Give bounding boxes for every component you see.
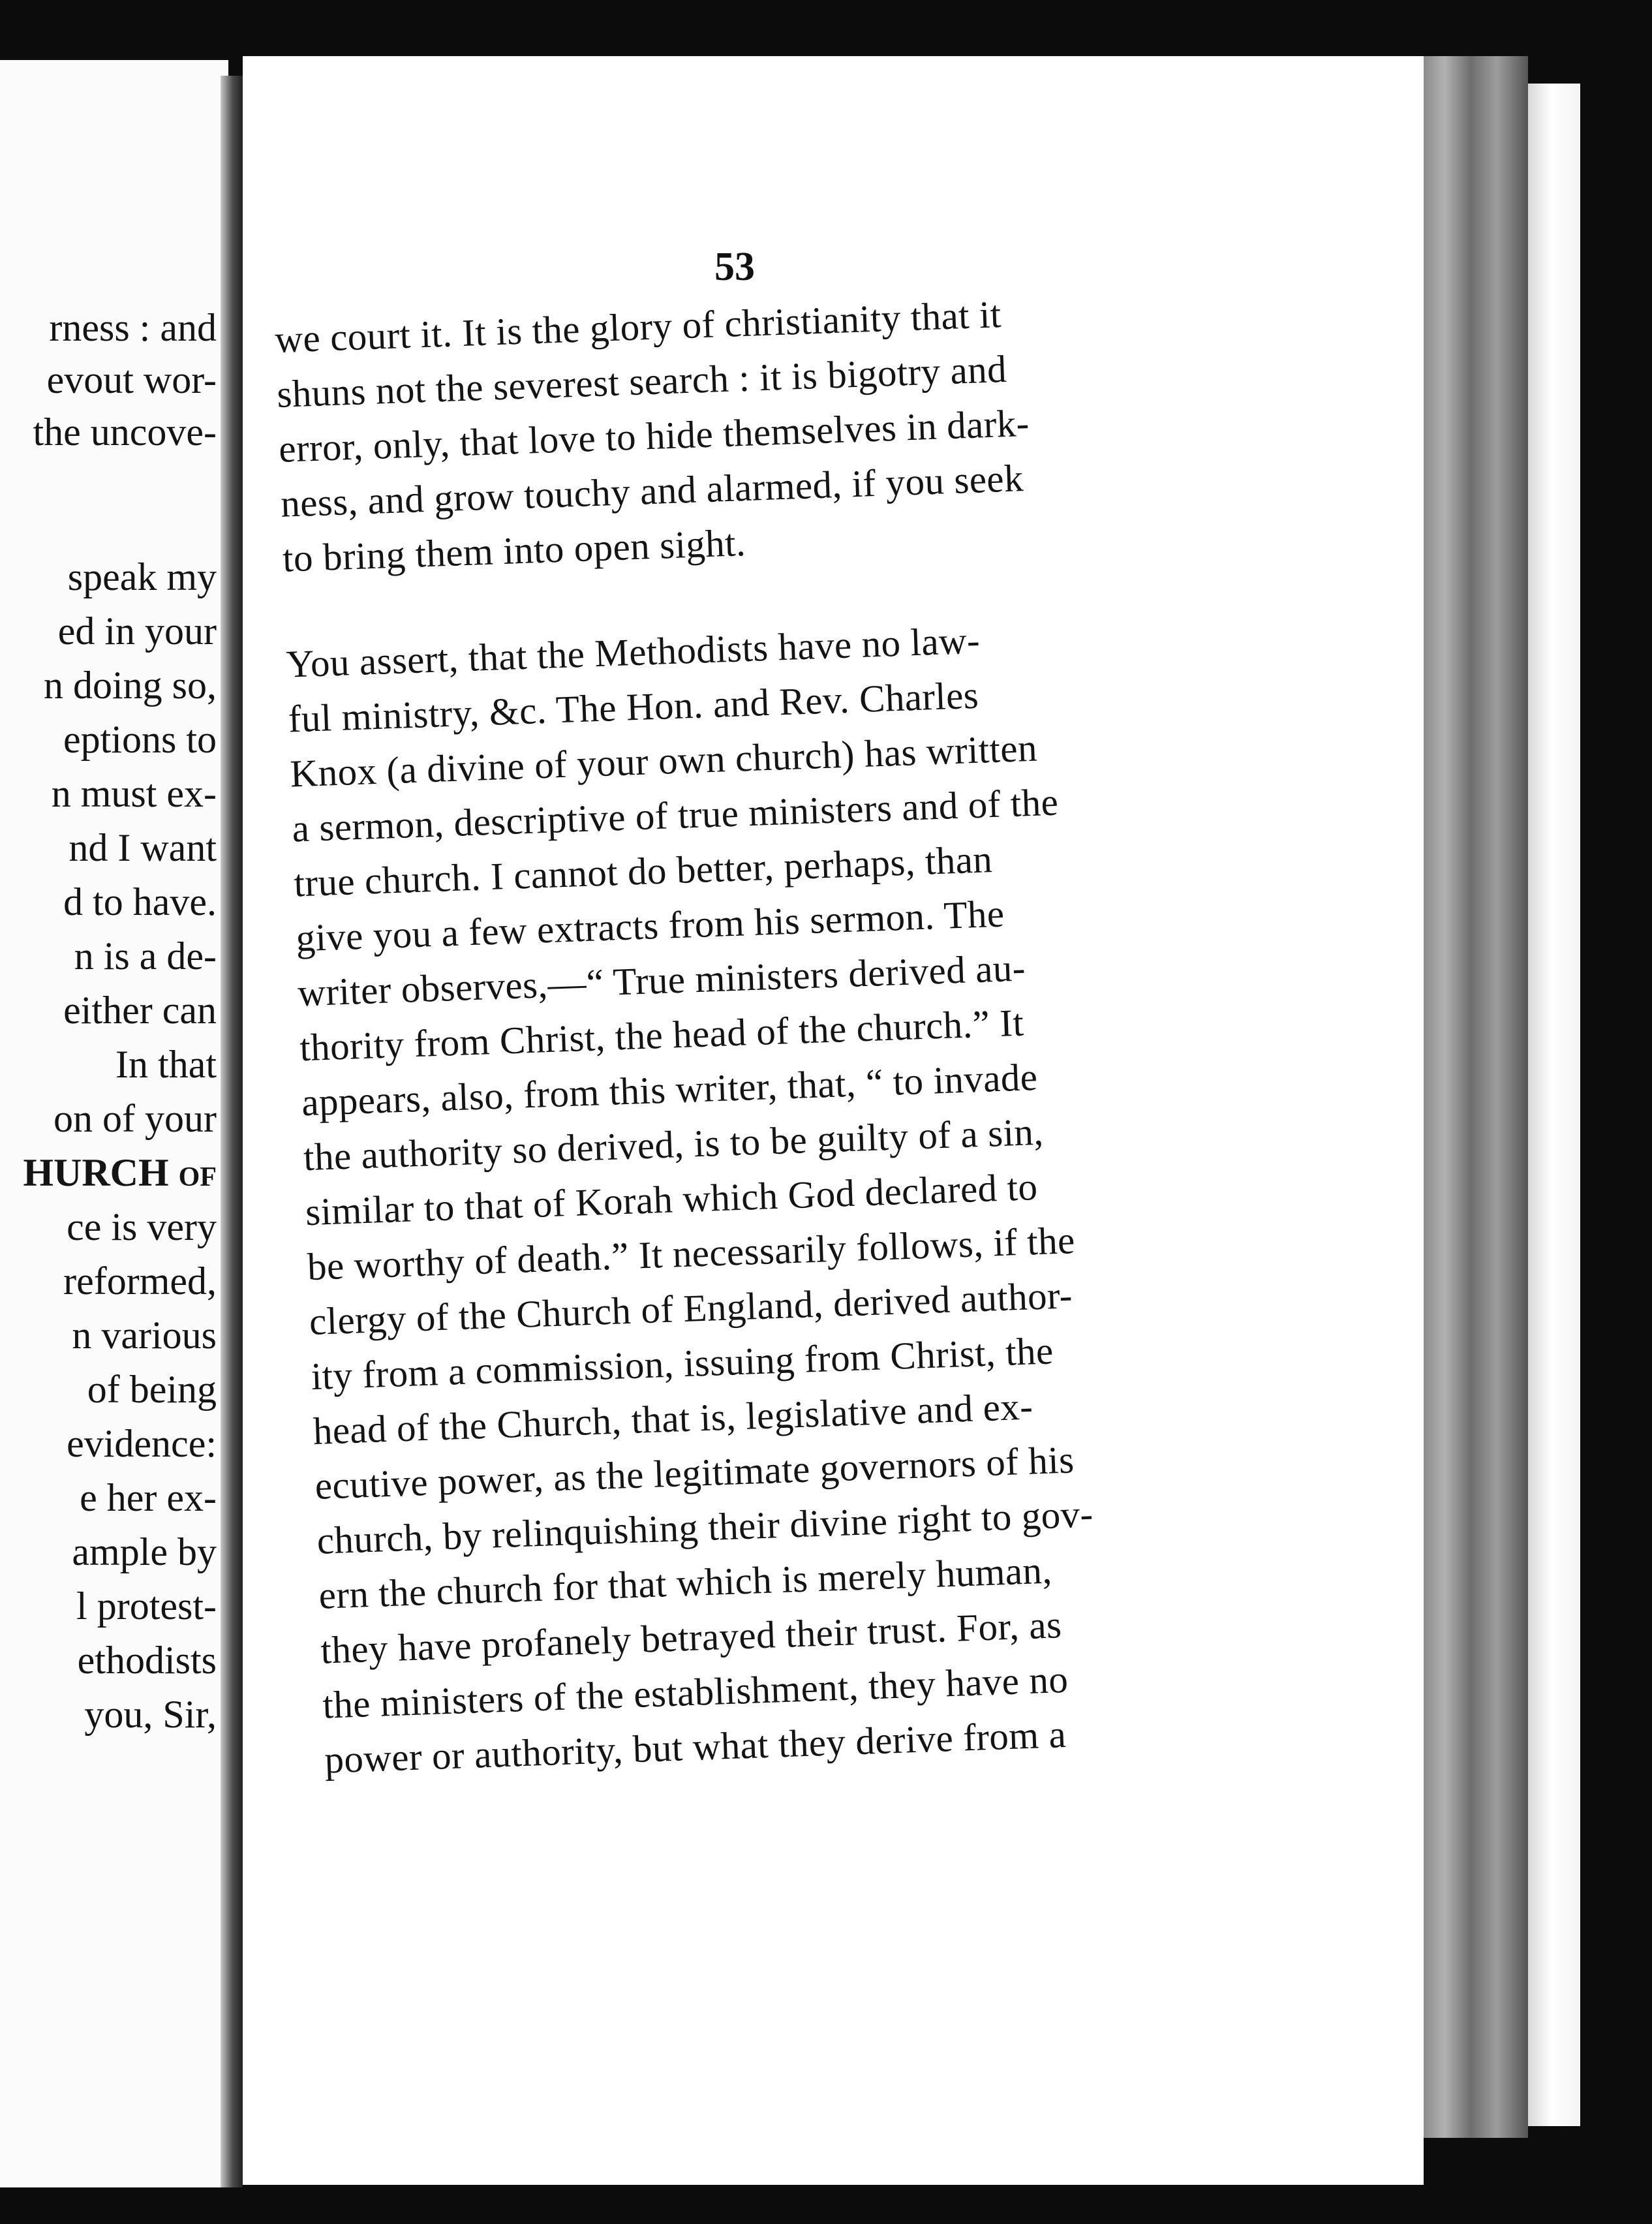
left-page-line: the uncove- xyxy=(33,410,217,454)
left-page-line: reformed, xyxy=(63,1259,217,1303)
left-page-line: you, Sir, xyxy=(84,1693,217,1736)
body-text xyxy=(274,278,1291,1787)
text-line: a sermon, descriptive of true ministers and of the xyxy=(291,780,1060,850)
book-gutter xyxy=(221,76,243,2187)
text-line: to bring them into open sight. xyxy=(282,521,747,580)
left-page-line: In that xyxy=(115,1043,217,1086)
text-line: the ministers of the establishment, they have no xyxy=(322,1657,1069,1727)
left-page-line: n must ex- xyxy=(51,772,217,815)
left-page-line: on of your xyxy=(54,1097,217,1140)
text-line: the authority so derived, is to be guilty of a sin, xyxy=(303,1109,1045,1179)
left-page-line: ample by xyxy=(72,1530,217,1573)
text-line: ity from a commission, issuing from Christ, the xyxy=(310,1329,1054,1398)
text-line: true church. I cannot do better, perhaps, than xyxy=(293,837,994,905)
left-page-line: evidence: xyxy=(67,1422,217,1465)
left-page xyxy=(0,60,228,2187)
left-page-line: evout wor- xyxy=(46,358,217,401)
left-page-line: ethodists xyxy=(77,1639,217,1682)
left-page-line: n various xyxy=(72,1314,217,1357)
left-page-line: rness : and xyxy=(49,306,217,349)
text-line: You assert, that the Methodists have no law- xyxy=(285,618,981,686)
text-line: be worthy of death.” It necessarily follows, if the xyxy=(306,1218,1076,1289)
text-line: ness, and grow touchy and alarmed, if you seek xyxy=(280,456,1024,525)
text-line: appears, also, from this writer, that, “ to invade xyxy=(301,1055,1039,1124)
text-line: we court it. It is the glory of christianity that it xyxy=(274,292,1002,361)
left-page-line: n is a de- xyxy=(74,934,217,978)
text-line: error, only, that love to hide themselves in dark- xyxy=(278,401,1030,471)
text-line: shuns not the severest search : it is bigotry and xyxy=(276,347,1007,416)
left-page-line: either can xyxy=(63,989,217,1032)
left-page-line: n doing so, xyxy=(43,664,217,707)
left-page-line: e her ex- xyxy=(80,1476,217,1519)
left-page-line: ed in your xyxy=(57,610,217,653)
text-line: give you a few extracts from his sermon. The xyxy=(295,891,1005,960)
left-page-line: HURCH of xyxy=(23,1151,217,1194)
page-edges xyxy=(1424,56,1528,2138)
text-line: church, by relinquishing their divine right to gov- xyxy=(316,1492,1094,1562)
text-line: Knox (a divine of your own church) has written xyxy=(289,726,1038,795)
text-line: clergy of the Church of England, derived author- xyxy=(308,1273,1073,1344)
text-line: head of the Church, that is, legislative and ex- xyxy=(312,1384,1034,1453)
left-page-line: nd I want xyxy=(69,826,217,869)
text-line: writer observes,—“ True ministers derived au- xyxy=(297,946,1026,1015)
left-page-line: ce is very xyxy=(67,1205,217,1248)
text-line: ful ministry, &c. The Hon. and Rev. Charles xyxy=(287,673,980,741)
text-line: power or authority, but what they derive from a xyxy=(324,1712,1067,1782)
text-line: they have profanely betrayed their trust. For, as xyxy=(320,1603,1063,1672)
page-edges-outer xyxy=(1528,84,1580,2126)
left-page-line: d to have. xyxy=(63,880,217,923)
text-line: ern the church for that which is merely human, xyxy=(318,1548,1053,1617)
left-page-line: l protest- xyxy=(76,1584,217,1628)
left-page-line: eptions to xyxy=(63,718,217,761)
page-number: 53 xyxy=(714,245,755,289)
text-line: thority from Christ, the head of the church.” It xyxy=(299,1000,1025,1070)
left-page-line: of being xyxy=(87,1368,217,1411)
text-line: ecutive power, as the legitimate governors of his xyxy=(314,1438,1075,1507)
left-page-line: speak my xyxy=(67,555,217,598)
text-line: similar to that of Korah which God declared to xyxy=(305,1164,1039,1234)
